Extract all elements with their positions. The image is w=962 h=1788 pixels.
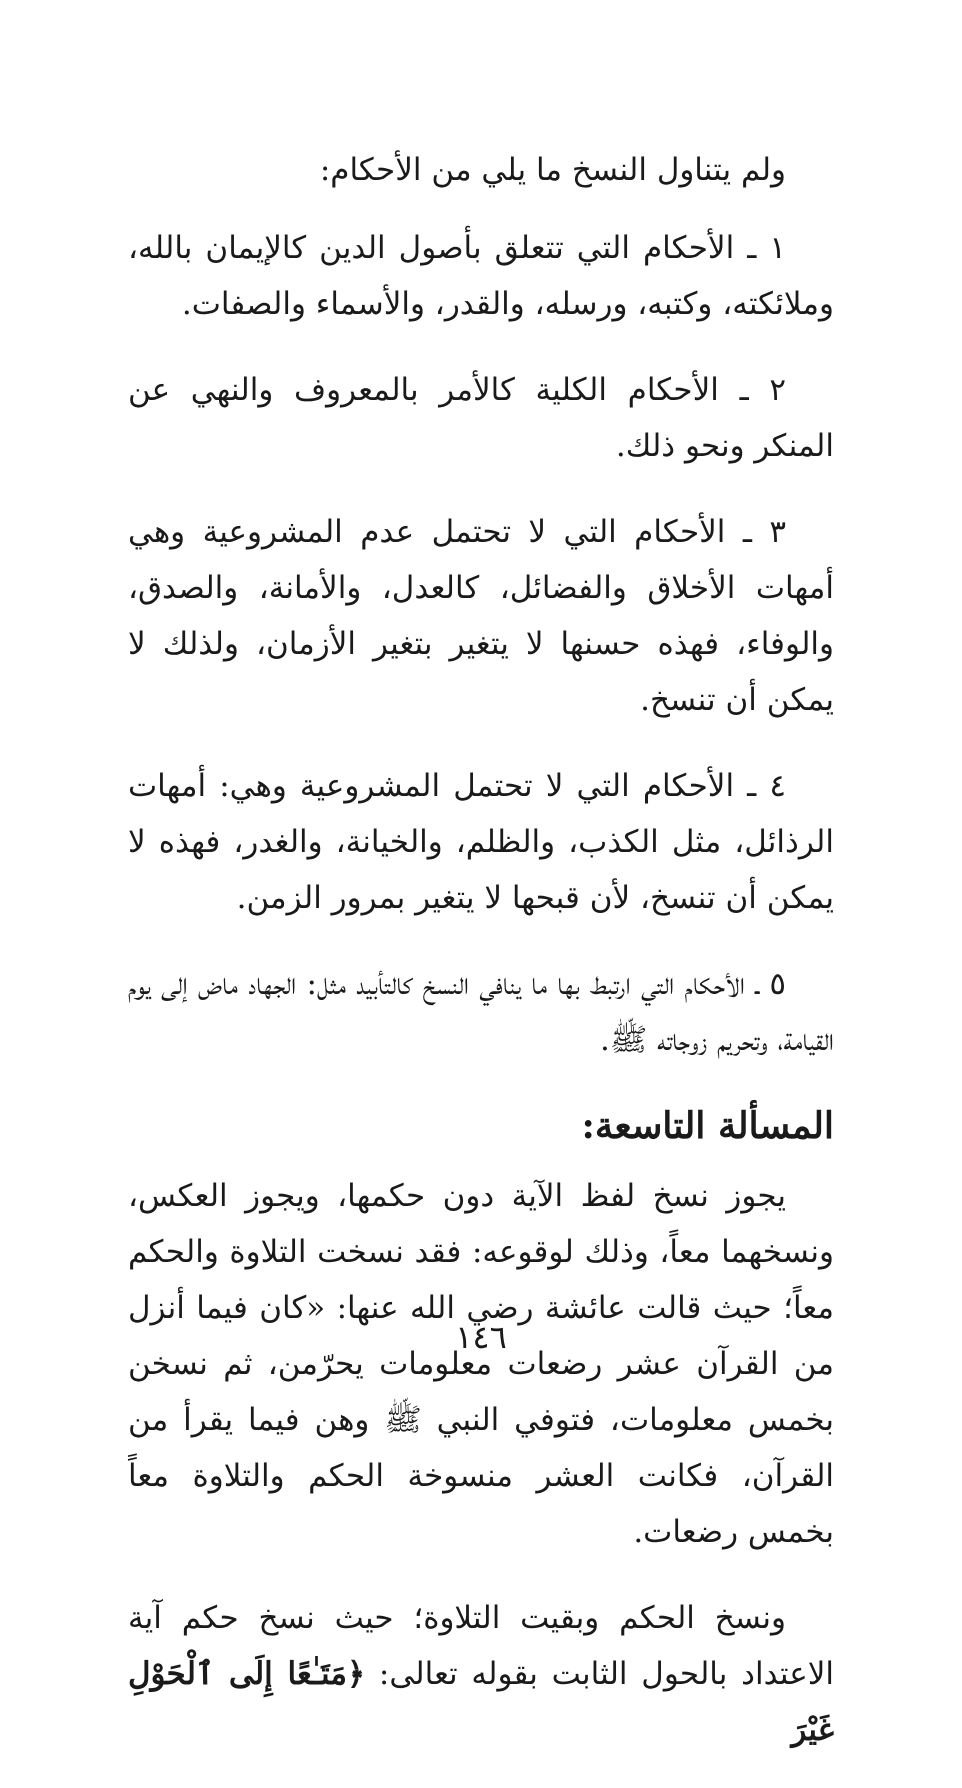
list-item-4: ٤ ـ الأحكام التي لا تحتمل المشروعية وهي: أمهات الرذائل، مثل الكذب، والظلم، والخيانة، والغدر، فهذه لا يمكن أن تنسخ، لأن قبحها لا يتغير بمرور الزمن. — [128, 768, 834, 916]
list-item-3: ٣ ـ الأحكام التي لا تحتمل عدم المشروعية وهي أمهات الأخلاق والفضائل، كالعدل، والأمانة، والصدق، والوفاء، فهذه حسنها لا يتغير بتغير الأزمان، ولذلك لا يمكن أن تنسخ. — [128, 514, 834, 718]
intro-paragraph: ولم يتناول النسخ ما يلي من الأحكام: — [319, 152, 786, 188]
section-heading: المسألة التاسعة: — [581, 1104, 834, 1147]
section-paragraph-2-text: ونسخ الحكم وبقيت التلاوة؛ حيث نسخ حكم آية الاعتداد بالحول الثابت بقوله تعالى: — [128, 1600, 834, 1692]
page-body — [128, 142, 834, 1788]
section-paragraph-2 — [128, 1590, 834, 1758]
section-paragraph-1: يجوز نسخ لفظ الآية دون حكمها، ويجوز العكس، ونسخهما معاً، وذلك لوقوعه: فقد نسخت التلاوة والحكم معاً؛ حيث قالت عائشة رضي الله عنها: «كان فيما أنزل من القرآن عشر رضعات معلومات يحرّمن، ثم نسخن بخمس معلومات، فتوفي النبي ﷺ وهن فيما يقرأ من القرآن، فكانت العشر منسوخة الحكم والتلاوة معاً بخمس رضعات. — [128, 1178, 834, 1550]
list-item-5: ٥ ـ الأحكام التي ارتبط بها ما ينافي النسخ كالتأبيد مثل: الجهاد ماض إلى يوم القيامة، وتحريم زوجاته ﷺ. — [128, 966, 834, 1058]
list-item-1: ١ ـ الأحكام التي تتعلق بأصول الدين كالإيمان بالله، وملائكته، وكتبه، ورسله، والقدر، والأسماء والصفات. — [128, 230, 834, 322]
page-number: ١٤٦ — [455, 1318, 507, 1356]
quran-verse: ﴿مَتَـٰعًا إِلَى ٱلْحَوْلِ غَيْرَ — [128, 1656, 834, 1748]
list-item-2: ٢ ـ الأحكام الكلية كالأمر بالمعروف والنهي عن المنكر ونحو ذلك. — [128, 372, 834, 464]
